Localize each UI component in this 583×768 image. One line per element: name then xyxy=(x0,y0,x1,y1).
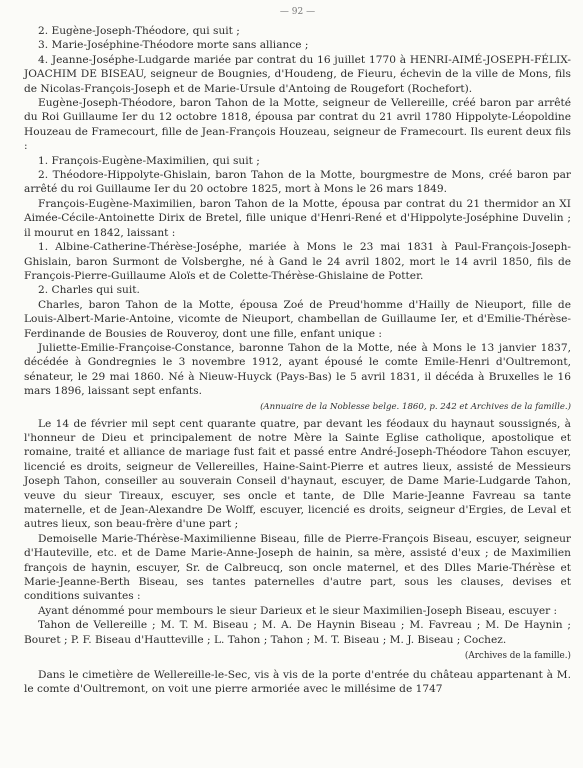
paragraph: Demoiselle Marie-Thérèse-Maximilienne Biseau, fille de Pierre-François Biseau, escuyer, seigneur d'Hauteville, etc. et de Dame Marie-Anne-Joseph de hainin, sa mère, assisté d'eux ; de Maximilien françois de haynin, escuyer, Sr. de Calbreucq, son oncle maternel, et des Dlles Marie-Thérèse et Marie-Jeanne-Berth Biseau, ses tantes paternelles d'autre part, sous les clauses, devises et conditions suivantes : xyxy=(24,532,571,603)
paragraph: 2. Charles qui suit. xyxy=(38,284,140,297)
paragraph: Charles, baron Tahon de la Motte, épousa Zoé de Preud'homme d'Hailly de Nieuport, fille de Louis-Albert-Marie-Antoine, vicomte de Nieuport, chambellan de Guillaume Ier, et d'Emilie-Thérèse-Ferdinande de Bousies de Rouveroy, dont une fille, enfant unique : xyxy=(24,298,571,340)
paragraph: Tahon de Vellereille ; M. T. M. Biseau ; M. A. De Haynin Biseau ; M. Favreau ; M. De Haynin ; Bouret ; P. F. Biseau d'Hautteville ; L. Tahon ; Tahon ; M. T. Biseau ; M. J. Biseau ; Cochez. xyxy=(24,619,571,646)
source-citation: (Annuaire de la Noblesse belge. 1860, p. 242 et Archives de la famille.) xyxy=(260,401,571,412)
paragraph: Dans le cimetière de Wellereille-le-Sec, vis à vis de la porte d'entrée du château appartenant à M. le comte d'Oultremont, on voit une pierre armoriée avec le millésime de 1747 xyxy=(24,669,571,696)
paragraph: Eugène-Joseph-Théodore, baron Tahon de la Motte, seigneur de Vellereille, créé baron par arrêté du Roi Guillaume Ier du 12 octobre 1818, épousa par contrat du 21 avril 1780 Hippolyte-Léopoldine Houzeau de Framecourt, fille de Jean-François Houzeau, seigneur de Framecourt. Ils eurent deux fils : xyxy=(24,97,571,153)
paragraph: 1. Albine-Catherine-Thérèse-Joséphe, mariée à Mons le 23 mai 1831 à Paul-François-Joseph-Ghislain, baron Surmont de Volsberghe, né à Gand le 24 avril 1802, mort le 14 avril 1850, fils de François-Pierre-Guillaume Aloïs et de Colette-Thérèse-Ghislaine de Potter. xyxy=(24,241,571,282)
source-citation: (Archives de la famille.) xyxy=(464,651,571,662)
paragraph: Le 14 de février mil sept cent quarante quatre, par devant les féodaux du haynaut soussignés, à l'honneur de Dieu et principalement de notre Mère la Sainte Eglise catholique, apostolique et romaine, traité et alliance de mariage fust fait et passé entre André-Joseph-Théodore Tahon escuyer, licencié es droits, seigneur de Vellereilles, Haine-Saint-Pierre et autres lieux, assisté de Messieurs Joseph Tahon, conseiller au souverain Conseil d'haynaut, escuyer, de Dame Marie-Ludgarde Tahon, veuve du sieur Tireaux, escuyer, ses oncle et tante, de Dlle Marie-Jeanne Favreau sa tante maternelle, et de Jean-Alexandre De Wolff, escuyer, licencié es droits, seigneur d'Ergies, de Leval et autres lieux, son beau-frère d'une part ; xyxy=(24,417,571,531)
page-number: — 92 — xyxy=(279,7,316,17)
paragraph: 2. Théodore-Hippolyte-Ghislain, baron Tahon de la Motte, bourgmestre de Mons, créé baron par arrêté du roi Guillaume Ier du 20 octobre 1825, mort à Mons le 26 mars 1849. xyxy=(24,169,571,196)
paragraph: 4. Jeanne-Joséphe-Ludgarde mariée par contrat du 16 juillet 1770 à HENRI-AIMÉ-JOSEPH-FÉLIX-JOACHIM DE BISEAU, seigneur de Bougnies, d'Houdeng, de Fieuru, échevin de la ville de Mons, fils de Nicolas-François-Joseph et de Marie-Ursule d'Antoing de Rougefort (Rochefort). xyxy=(24,53,571,95)
paragraph: 2. Eugène-Joseph-Théodore, qui suit ; xyxy=(38,25,240,37)
paragraph: 3. Marie-Joséphine-Théodore morte sans alliance ; xyxy=(38,39,309,52)
paragraph: François-Eugène-Maximilien, baron Tahon de la Motte, épousa par contrat du 21 thermidor an XI Aimée-Cécile-Antoinette Dirix de Bretel, fille unique d'Henri-René et d'Hippolyte-Joséphine Duvelin ; il mourut en 1842, laissant : xyxy=(24,197,571,239)
paragraph: 1. François-Eugène-Maximilien, qui suit ; xyxy=(38,154,260,167)
paragraph: Juliette-Emilie-Françoise-Constance, baronne Tahon de la Motte, née à Mons le 13 janvier 1837, décédée à Gondregnies le 3 novembre 1912, ayant épousé le comte Emile-Henri d'Oultremont, sénateur, le 29 mai 1860. Né à Nieuw-Huyck (Pays-Bas) le 5 avril 1831, il décéda à Bruxelles le 16 mars 1896, laissant sept enfants. xyxy=(24,341,571,398)
paragraph: Ayant dénommé pour membours le sieur Darieux et le sieur Maximilien-Joseph Biseau, escuyer : xyxy=(38,604,558,617)
